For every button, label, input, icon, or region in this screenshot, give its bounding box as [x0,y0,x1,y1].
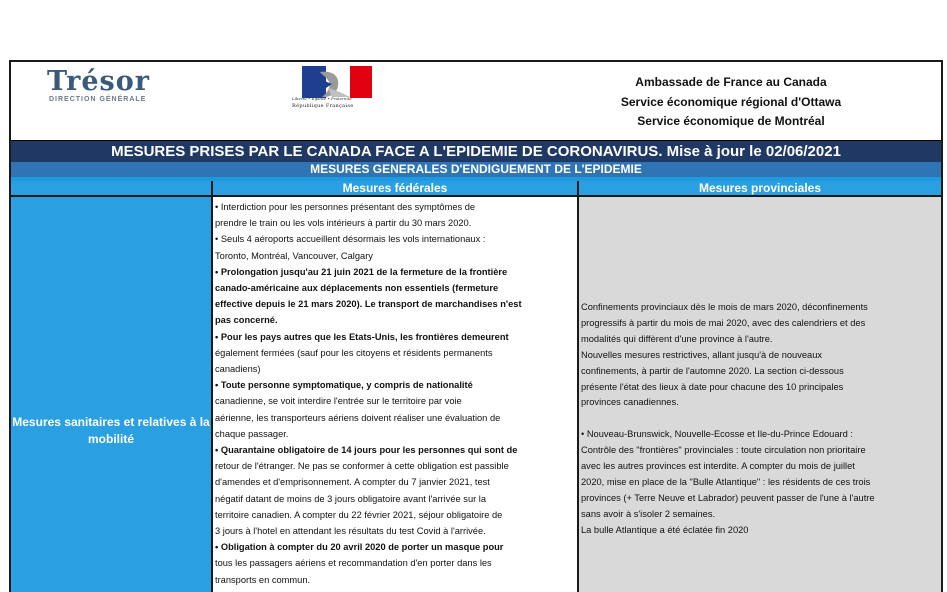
provincial-line: sans avoir à s'isoler 2 semaines. [581,508,716,519]
provincial-line: • Nouveau-Brunswick, Nouvelle-Ecosse et Ile-du-Prince Edouard : [581,429,853,440]
provincial-line: 2020, mise en place de la "Bulle Atlantique" : les résidents de ces trois [581,476,871,487]
document-header [11,62,941,140]
federal-line: territoire canadien. A compter du 22 février 2021, séjour obligatoire de [215,509,503,520]
federal-line: prendre le train ou les vols intérieurs à partir du 30 mars 2020. [215,218,472,229]
row-label-cell [11,195,213,592]
federal-line: Toronto, Montréal, Vancouver, Calgary [215,250,373,261]
provincial-line [581,411,939,427]
provincial-line: provinces canadiennes. [581,397,679,408]
federal-line: aérienne, les transporteurs aériens doivent réaliser une évaluation de [215,412,501,423]
provincial-line: présente l'état des lieux à date pour chacune des 10 principales [581,381,844,392]
provincial-line: modalités qui diffèrent d'une province à l'autre. [581,333,773,344]
column-header-federal: Mesures fédérales [213,181,579,195]
federal-line: 3 jours à l'hotel en attendant les résultats du test Covid à l'arrivée. [215,526,486,537]
provincial-measures-cell [579,195,941,592]
provincial-line: progressifs à partir du mois de mai 2020, avec des calendriers et des [581,317,866,328]
provincial-line: provinces (+ Terre Neuve et Labrador) peuvent passer de l'une à l'autre [581,492,875,503]
provincial-line: La bulle Atlantique a été éclatée fin 2020 [581,524,749,535]
provincial-line: Contrôle des "frontières" provinciales : toute circulation non prioritaire [581,445,866,456]
provincial-line: Confinements provinciaux dès le mois de mars 2020, déconfinements [581,302,868,312]
federal-line: • Obligation à compter du 20 avril 2020 de porter un masque pour [215,542,504,553]
federal-line: tous les passagers aériens et recommandation d'en porter dans les [215,558,492,569]
federal-line: également fermées (sauf pour les citoyens et résidents permanents [215,347,493,358]
federal-line: canadienne, se voit interdire l'entrée sur le territoire par voie [215,396,462,407]
federal-line: • Toute personne symptomatique, y compris de nationalité [215,380,473,391]
provincial-line: avec les autres provinces est interdite. A compter du mois de juillet [581,461,855,472]
document-sheet [9,60,943,592]
federal-line: effective depuis le 21 mars 2020). Le transport de marchandises n'est [215,299,522,310]
section-title: MESURES GENERALES D'ENDIGUEMENT DE L'EPIDEMIE [11,162,941,177]
federal-line: retour de l'étranger. Ne pas se conformer à cette obligation est passible [215,461,509,472]
federal-measures-cell [213,195,579,592]
federal-line: • Interdiction pour les personnes présentant des symptômes de [215,202,476,212]
embassy-line: Service économique de Montréal [637,114,825,128]
rf-motto: Liberté • Égalité • Fraternité [292,96,352,101]
federal-line: canado-américaine aux déplacements non essentiels (fermeture [215,283,499,294]
cell-spacer [581,197,939,300]
tresor-logo-subtitle: DIRECTION GÉNÉRALE [49,96,147,103]
row-label: Mesures sanitaires et relatives à la mobilité [12,415,210,446]
federal-line: pas concerné. [215,315,278,326]
tresor-logo-wordmark: Trésor [47,66,150,97]
federal-line: • Pour les pays autres que les Etats-Unis, les frontières demeurent [215,331,509,342]
column-header-label [11,181,213,195]
federal-line: d'amendes et d'emprisonnement. A compter du 7 janvier 2021, test [215,477,490,488]
federal-line: • Quarantaine obligatoire de 14 jours pour les personnes qui sont de [215,445,518,456]
rf-name: République Française [292,103,354,109]
federal-line: canadiens) [215,364,261,375]
provincial-line: Nouvelles mesures restrictives, allant jusqu'à de nouveaux [581,349,823,360]
federal-line: • Seuls 4 aéroports accueillent désormais les vols internationaux : [215,234,486,245]
document-title: MESURES PRISES PAR LE CANADA FACE A L'EPIDEMIE DE CORONAVIRUS. Mise à jour le 02/06/2021 [11,140,941,162]
federal-line: • Prolongation jusqu'au 21 juin 2021 de la fermeture de la frontière [215,266,508,277]
embassy-block [591,73,871,132]
embassy-line: Service économique régional d'Ottawa [620,94,842,109]
provincial-line: confinements, à partir de l'automne 2020. La section ci-dessous [581,365,844,376]
federal-line: négatif datant de moins de 3 jours obligatoire avant l'arrivée sur la [215,493,487,504]
federal-line: transports en commun. [215,574,311,585]
embassy-line: Ambassade de France au Canada [635,75,827,89]
tresor-logo [47,68,197,103]
column-header-provincial: Mesures provinciales [579,181,941,195]
federal-line: chaque passager. [215,428,289,439]
